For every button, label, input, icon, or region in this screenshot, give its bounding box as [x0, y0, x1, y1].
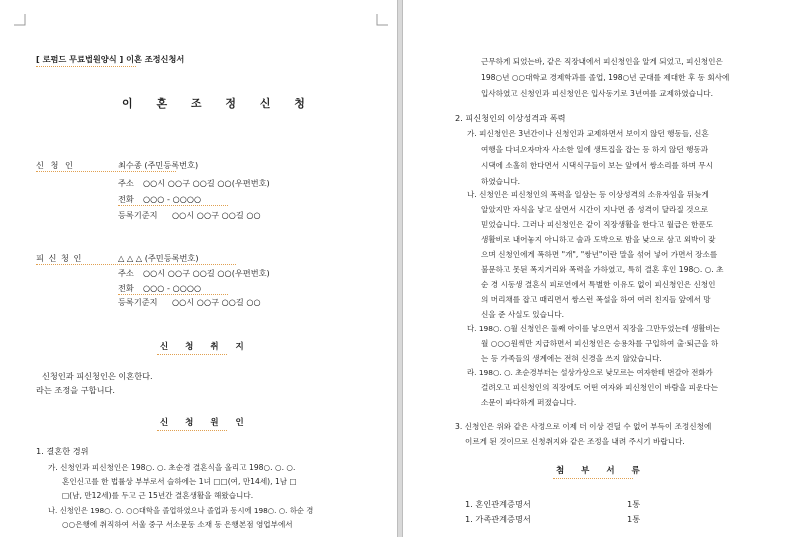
respondent-reg-label: 등록기준지	[118, 297, 158, 307]
body-line: 소문이 파다하게 퍼졌습니다.	[481, 398, 577, 407]
respondent-phone-label: 전화	[118, 283, 134, 293]
purpose-line: 신청인과 피신청인은 이혼한다.	[42, 371, 153, 381]
body-line: □(남, 만12세)를 두고 근 15년간 결혼생활을 해왔습니다.	[62, 491, 254, 500]
purpose-heading: 신 청 취 지	[160, 342, 251, 352]
document-header: [ 로펌드 무료법원양식 ] 이혼 조정신청서	[36, 54, 185, 64]
body-line: 시댁에 소홀히 한다면서 시댁식구들이 보는 앞에서 쌍소리를 하며 무시	[481, 161, 714, 170]
body-line: 여행을 다녀오자마자 사소한 일에 생트집을 잡는 등 하지 않던 행동과	[481, 145, 709, 154]
body-line: 신을 준 사실도 있습니다.	[481, 310, 565, 319]
body-line: 알았지만 자식을 낳고 살면서 시간이 지나면 좀 성격이 달라질 것으로	[481, 205, 709, 214]
applicant-role: 신 청 인	[36, 160, 75, 170]
applicant-registration: ○○시 ○○구 ○○길 ○○	[172, 210, 261, 220]
corner-crop-mark	[14, 14, 26, 26]
section-heading: 1. 결혼한 경위	[36, 446, 89, 456]
body-line: 다. 198○. ○월 신청인은 둘째 아이를 낳으면서 직장을 그만두었는데 생활비는	[467, 324, 720, 333]
right-page	[403, 0, 800, 537]
purpose-line: 라는 조정을 구합니다.	[36, 385, 115, 395]
applicant-name: 최수종 (주민등록번호)	[118, 160, 199, 170]
applicant-reg-label: 등록기준지	[118, 210, 158, 220]
body-line: 하였습니다.	[481, 177, 521, 186]
attachment-count: 1통	[627, 514, 641, 524]
body-line: 3. 신청인은 위와 같은 사정으로 이제 더 이상 견딜 수 없어 부득이 조정신청에	[455, 422, 712, 431]
section-heading: 2. 피신청인의 이상성격과 폭력	[455, 113, 566, 123]
body-line: 나. 신청인은 피신청인의 폭력을 일삼는 등 이상성격의 소유자임을 뒤늦게	[467, 190, 709, 199]
body-line: 생활비로 내어놓지 아니하고 술과 도박으로 밤을 낮으로 삼고 외박이 잦	[481, 235, 716, 244]
attachment-count: 1통	[627, 499, 641, 509]
body-line: 믿었습니다. 그러나 피신청인은 같이 직장생활을 한다고 월급은 한푼도	[481, 220, 714, 229]
body-line: 는 등 가족들의 생계에는 전혀 신경을 쓰지 않았습니다.	[481, 354, 662, 363]
cause-heading: 신 청 원 인	[160, 418, 251, 428]
respondent-phone: ○○○ - ○○○○	[143, 283, 202, 293]
left-page	[0, 0, 397, 537]
body-line: 198○년 ○○대학교 경제학과를 졸업, 198○년 군대를 제대한 후 동 회사에	[481, 73, 730, 82]
respondent-addr-label: 주소	[118, 268, 134, 278]
document-title: 이 혼 조 정 신 청	[122, 97, 315, 110]
body-line: 이르게 된 것이므로 신청취지와 같은 조정을 내려 주시기 바랍니다.	[465, 437, 685, 446]
attachments-heading-underline	[553, 478, 633, 479]
applicant-addr-label: 주소	[118, 178, 134, 188]
body-line: 으며 신청인에게 폭하면 "개", "쌍년"이란 말을 섞어 넣어 가면서 장소를	[481, 250, 718, 259]
body-line: 가. 신청인과 피신청인은 198○. ○. 초순경 결혼식을 올리고 198○. ○. ○.	[48, 463, 296, 472]
body-line: 라. 198○. ○. 초순경부터는 설상가상으로 낮모르는 여자한테 번갈아 전화가	[467, 368, 713, 377]
body-line: 순 경 시동생 결혼식 피로연에서 특별한 이유도 없이 피신청인은 신청인	[481, 280, 716, 289]
body-line: 의 머리채를 잡고 때리면서 쌍스런 폭설을 하여 여러 친지들 앞에서 망	[481, 295, 711, 304]
applicant-phone: ○○○ - ○○○○	[143, 194, 202, 204]
body-line: 걸려오고 피신청인의 직장에도 어떤 여자와 피신청인이 바람을 피운다는	[481, 383, 718, 392]
respondent-address: ○○시 ○○구 ○○길 ○○(우편번호)	[143, 268, 270, 278]
body-line: 나. 신청인은 198○. ○. ○○대학을 졸업하였으나 졸업과 동시에 198○. ○. 하순 경	[48, 506, 314, 515]
attachment-name: 1. 가족관계증명서	[465, 514, 531, 524]
applicant-phone-label: 전화	[118, 194, 134, 204]
cause-heading-underline	[157, 430, 227, 431]
attachment-name: 1. 혼인관계증명서	[465, 499, 531, 509]
respondent-name: △ △ △ (주민등록번호)	[118, 253, 199, 263]
applicant-phone-underline	[118, 205, 228, 206]
body-line: ○○은행에 취직하여 서울 중구 서소문동 소재 동 은행본점 영업부에서	[62, 520, 293, 529]
applicant-underline	[36, 171, 176, 172]
body-line: 월 ○○○원씩만 지급하면서 피신청인은 승용차를 구입하여 출·퇴근을 하	[481, 339, 719, 348]
body-line: 혼인신고를 한 법률상 부부로서 슬하에는 1녀 □□(여, 만14세), 1남 □	[62, 477, 297, 486]
body-line: 가. 피신청인은 3년간이나 신청인과 교제하면서 보이지 않던 행동들, 신혼	[467, 129, 709, 138]
respondent-phone-underline	[118, 294, 228, 295]
attachments-heading: 첨 부 서 류	[556, 466, 647, 476]
purpose-heading-underline	[157, 354, 227, 355]
header-underline	[36, 66, 136, 67]
respondent-underline	[36, 264, 236, 265]
respondent-role: 피 신 청 인	[36, 253, 83, 263]
body-line: 근무하게 되었는바, 같은 직장내에서 피신청인을 알게 되었고, 피신청인은	[481, 57, 723, 66]
body-line: 입사하였고 신청인과 피신청인은 입사동기로 3년여를 교제하였습니다.	[481, 89, 714, 98]
corner-crop-mark	[376, 14, 388, 26]
respondent-registration: ○○시 ○○구 ○○길 ○○	[172, 297, 261, 307]
body-line: 불문하고 못된 폭지거리와 폭력을 가하였고, 특히 결혼 후인 198○. ○. 초	[481, 265, 724, 274]
applicant-address: ○○시 ○○구 ○○길 ○○(우편번호)	[143, 178, 270, 188]
